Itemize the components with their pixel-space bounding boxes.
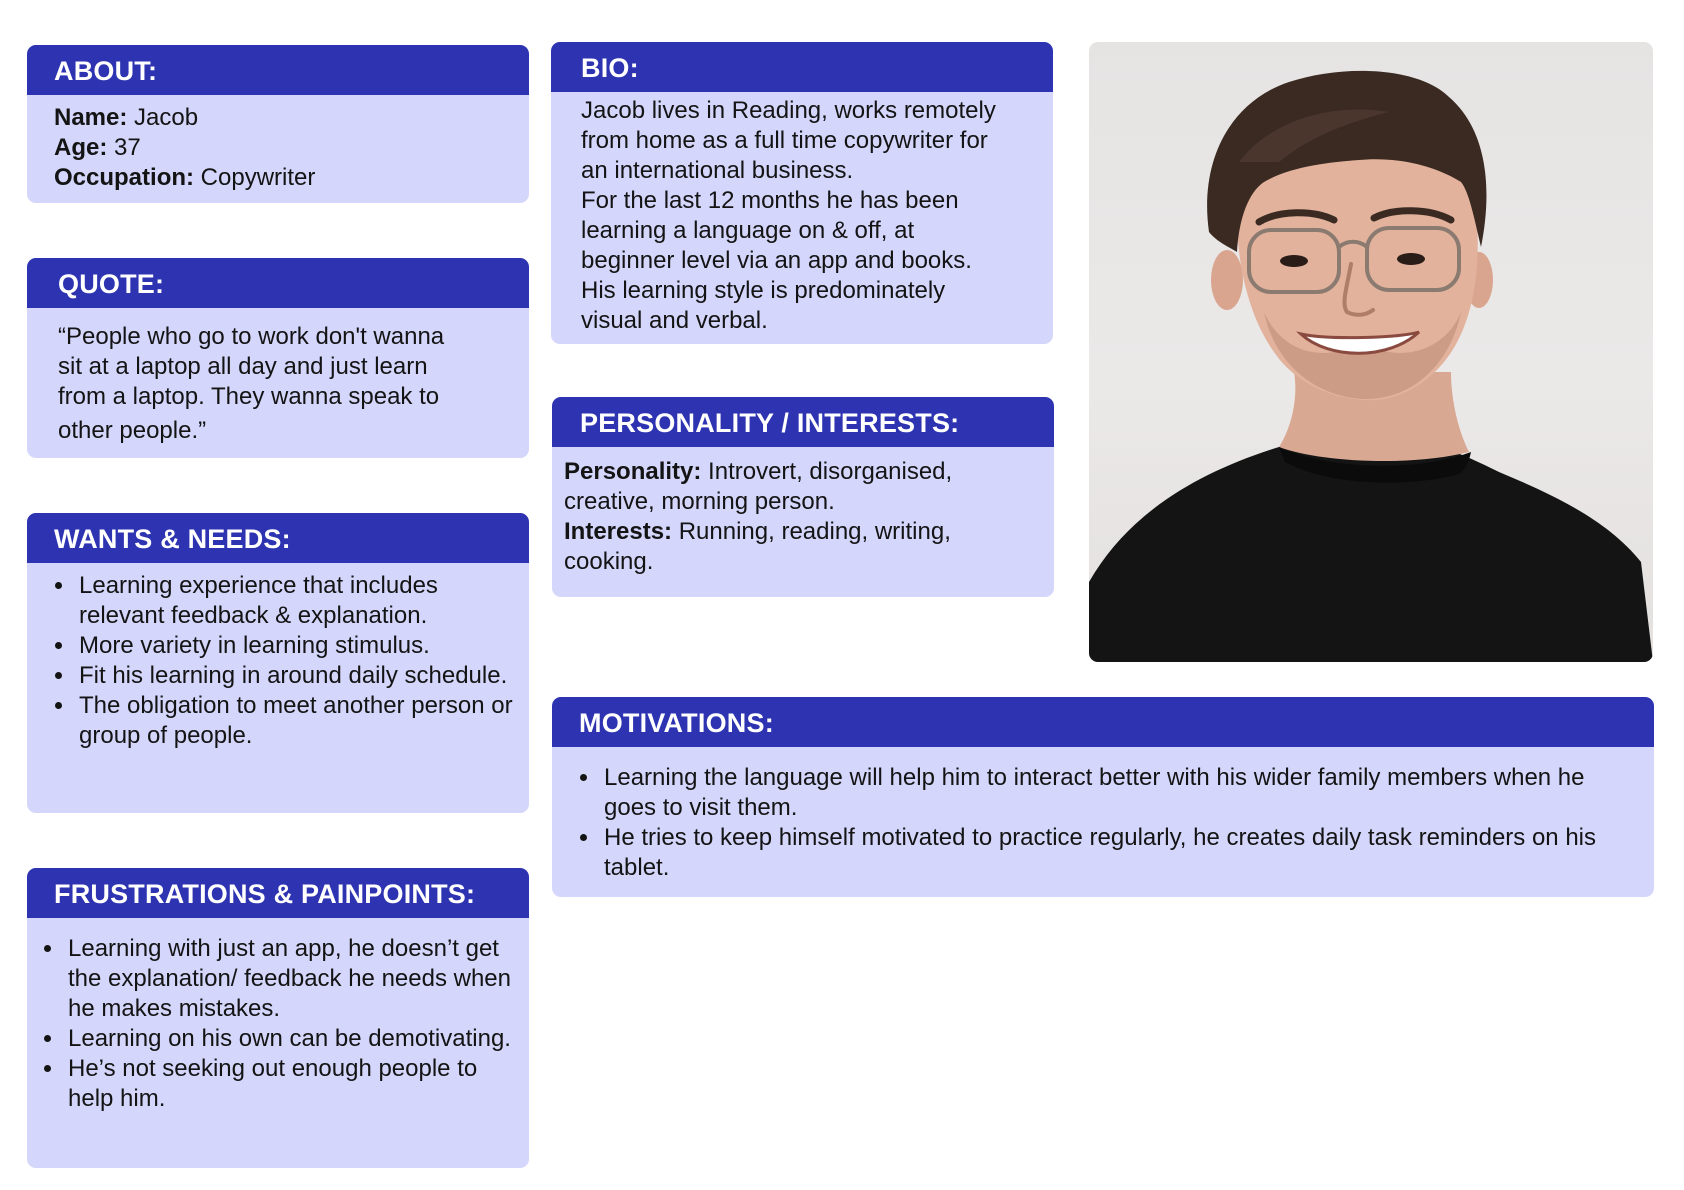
- about-card: [27, 45, 529, 203]
- personality-text: [564, 457, 1014, 517]
- motivations-list: [579, 763, 1634, 883]
- about-header: ABOUT:: [27, 45, 529, 95]
- about-occupation-value: Copywriter: [194, 164, 316, 191]
- list-item: • Learning experience that includes relevant feedback & explanation.: [76, 571, 517, 631]
- list-item: • Fit his learning in around daily schedule.: [76, 661, 517, 691]
- quote-header: QUOTE:: [27, 258, 529, 308]
- bio-line: His learning style is predominately: [581, 277, 946, 304]
- about-name-label: Name:: [54, 104, 128, 131]
- about-name: [54, 103, 515, 133]
- about-occupation-label: Occupation:: [54, 164, 195, 191]
- quote-line: other people.”: [58, 417, 207, 444]
- personality-value: Introvert, disorganised, creative, morning person.: [564, 458, 953, 515]
- about-age-value: 37: [107, 134, 141, 161]
- bio-line: Jacob lives in Reading, works remotely: [581, 97, 996, 124]
- list-item: • He’s not seeking out enough people to help him.: [65, 1054, 519, 1114]
- bio-card: [551, 42, 1053, 344]
- motivations-card: [552, 697, 1654, 897]
- bio-line: learning a language on & off, at: [581, 217, 915, 244]
- about-name-value: Jacob: [127, 104, 199, 131]
- list-item: • Learning on his own can be demotivating.: [65, 1024, 519, 1054]
- persona-portrait-icon: [1089, 42, 1653, 662]
- bio-line: For the last 12 months he has been: [581, 187, 959, 214]
- bio-line: from home as a full time copywriter for: [581, 127, 988, 154]
- interests-value: Running, reading, writing, cooking.: [564, 518, 951, 575]
- personality-label: Personality:: [564, 458, 702, 485]
- wants-needs-header: WANTS & NEEDS:: [27, 513, 529, 563]
- quote-line: “People who go to work don't wanna: [58, 323, 445, 350]
- quote-line: from a laptop. They wanna speak to: [58, 383, 440, 410]
- bio-line: beginner level via an app and books.: [581, 247, 972, 274]
- frustrations-list: [43, 934, 519, 1114]
- wants-needs-list: [54, 571, 517, 751]
- personality-header: PERSONALITY / INTERESTS:: [552, 397, 1054, 447]
- list-item: • He tries to keep himself motivated to practice regularly, he creates daily task reminders on his tablet.: [601, 823, 1634, 883]
- wants-needs-card: [27, 513, 529, 813]
- personality-card: [552, 397, 1054, 597]
- bio-line: an international business.: [581, 157, 854, 184]
- bio-line: visual and verbal.: [581, 307, 768, 334]
- quote-line: sit at a laptop all day and just learn: [58, 353, 428, 380]
- list-item: • More variety in learning stimulus.: [76, 631, 517, 661]
- motivations-header: MOTIVATIONS:: [552, 697, 1654, 747]
- quote-card: [27, 258, 529, 458]
- about-age: [54, 133, 515, 163]
- about-occupation: [54, 163, 515, 193]
- list-item: • The obligation to meet another person or group of people.: [76, 691, 517, 751]
- frustrations-card: [27, 868, 529, 1168]
- list-item: • Learning the language will help him to interact better with his wider family members when he goes to visit them.: [601, 763, 1634, 823]
- bio-header: BIO:: [551, 42, 1053, 92]
- portrait-illustration: [1089, 42, 1653, 662]
- frustrations-header: FRUSTRATIONS & PAINPOINTS:: [27, 868, 529, 918]
- interests-text: [564, 517, 1014, 577]
- list-item: • Learning with just an app, he doesn’t get the explanation/ feedback he needs when he makes mistakes.: [65, 934, 519, 1024]
- interests-label: Interests:: [564, 518, 673, 545]
- about-age-label: Age:: [54, 134, 108, 161]
